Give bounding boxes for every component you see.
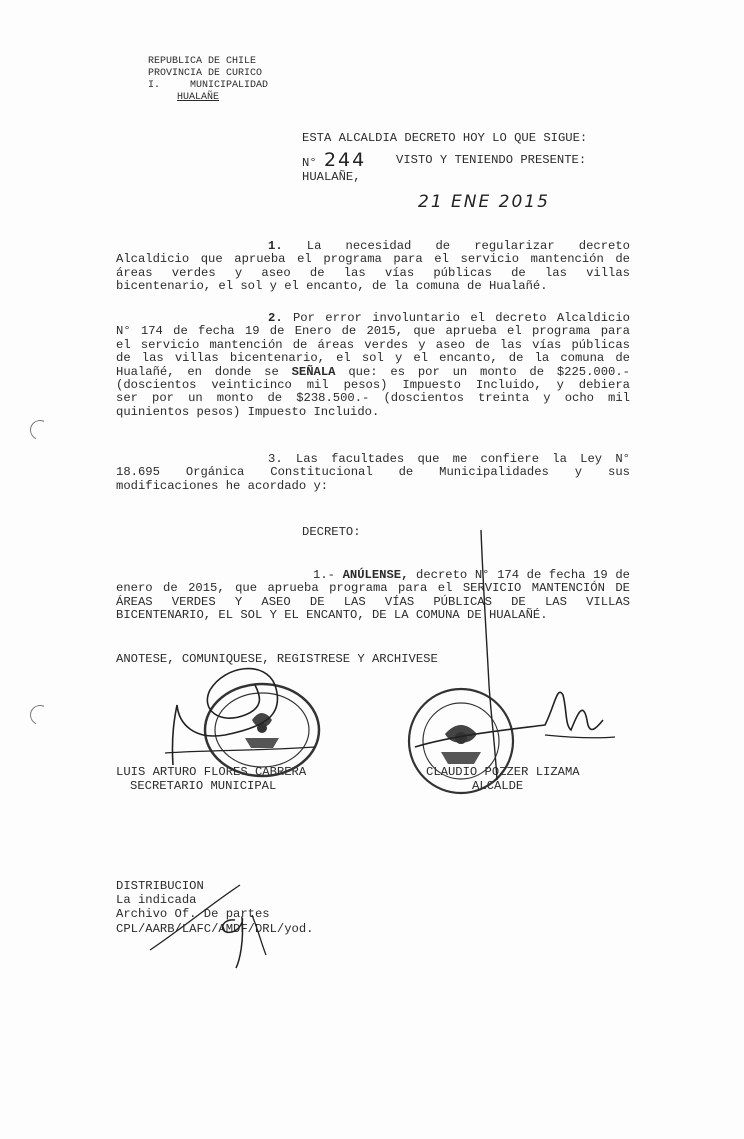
considerando-3 bbox=[116, 453, 630, 493]
decreto-line: BICENTENARIO, EL SOL Y EL ENCANTO, DE LA COMUNA DE HUALAÑÉ. bbox=[116, 608, 548, 623]
senala-keyword: SEÑALA bbox=[291, 364, 336, 379]
decree-number-line bbox=[302, 149, 367, 171]
punch-hole-bottom bbox=[27, 702, 53, 728]
visto-line: VISTO Y TENIENDO PRESENTE: bbox=[396, 153, 587, 167]
distribution-line: CPL/AARB/LAFC/AMDF/DRL/yod. bbox=[116, 921, 314, 936]
p3-line: modificaciones he acordado y: bbox=[116, 478, 329, 493]
alcaldia-line: ESTA ALCALDIA DECRETO HOY LO QUE SIGUE: bbox=[302, 131, 588, 145]
distribution-initials bbox=[140, 880, 290, 970]
secretary-role: SECRETARIO MUNICIPAL bbox=[130, 779, 277, 793]
p3-line: 3. Las facultades que me confiere la Ley N° bbox=[268, 452, 630, 466]
secretary-signature bbox=[165, 655, 325, 785]
p2-line: que: es por un monto de $225.000.- bbox=[335, 364, 630, 379]
p2-line: (doscientos veinticinco mil pesos) Impuesto Incluido, y debiera bbox=[116, 378, 630, 393]
secretary-name: LUIS ARTURO FLORES CABRERA bbox=[116, 765, 307, 779]
decreto-title: DECRETO: bbox=[302, 525, 361, 539]
p2-line: ser por un monto de $238.500.- (doscientos treinta y ocho mil bbox=[116, 391, 630, 406]
decree-number: 244 bbox=[323, 149, 367, 171]
p2-line: N° 174 de fecha 19 de Enero de 2015, que aprueba el programa para bbox=[116, 324, 630, 339]
distribution-line: Archivo Of. De partes bbox=[116, 907, 270, 922]
p1-line: La necesidad de regularizar decreto bbox=[282, 239, 630, 253]
distribution-line: La indicada bbox=[116, 893, 197, 908]
p2-line: Por error involuntario el decreto Alcaldicio bbox=[282, 311, 630, 325]
p1-line: áreas verdes y aseo de las vías públicas de las villas bbox=[116, 265, 630, 280]
p2-line: Hualañé, en donde se bbox=[116, 364, 292, 379]
p2-line: el servicio mantención de áreas verdes y aseo de las vías públicas bbox=[116, 337, 630, 352]
letterhead-line: REPUBLICA DE CHILE bbox=[148, 56, 257, 67]
p2-line: de las villas bicentenario, el sol y el encanto, de la comuna de bbox=[116, 351, 630, 366]
considerando-1 bbox=[116, 240, 630, 294]
mayor-signature bbox=[395, 525, 625, 785]
p3-line: 18.695 Orgánica Constitucional de Municipalidades y sus bbox=[116, 465, 630, 480]
date-stamp: 21 ENE 2015 bbox=[418, 192, 550, 212]
letterhead-municipality: HUALAÑE bbox=[177, 92, 220, 103]
p1-line: bicentenario, el sol y el encanto, de la comuna de Hualañé. bbox=[116, 279, 548, 294]
letterhead-line: I. MUNICIPALIDAD bbox=[148, 80, 269, 91]
letterhead-line: PROVINCIA DE CURICO bbox=[148, 68, 263, 79]
letterhead bbox=[148, 56, 268, 104]
considerando-2 bbox=[116, 312, 630, 419]
decreto-line: ÁREAS VERDES Y ASEO DE LAS VÍAS PÚBLICAS DE LAS VILLAS bbox=[116, 594, 630, 609]
decreto-line: enero de 2015, que aprueba programa para el SERVICIO MANTENCIÓN DE bbox=[116, 581, 630, 596]
closing-formula: ANOTESE, COMUNIQUESE, REGISTRESE Y ARCHIVESE bbox=[116, 652, 438, 666]
distribution-title: DISTRIBUCION bbox=[116, 879, 204, 893]
place-line: HUALAÑE, bbox=[302, 170, 361, 184]
anulense-keyword: ANÚLENSE, bbox=[342, 568, 409, 582]
decreto-item-number: 1.- bbox=[313, 568, 343, 582]
decreto-line: decreto N° 174 de fecha 19 de bbox=[408, 568, 630, 582]
mayor-role: ALCALDE bbox=[472, 779, 524, 793]
p1-line: Alcaldicio que aprueba el programa para el servicio mantención de bbox=[116, 252, 630, 267]
p2-line: quinientos pesos) Impuesto Incluido. bbox=[116, 404, 380, 419]
mayor-name: CLAUDIO POZZER LIZAMA bbox=[426, 765, 580, 779]
punch-hole-top bbox=[27, 417, 53, 443]
p1-number: 1. bbox=[268, 239, 283, 253]
p2-number: 2. bbox=[268, 311, 283, 325]
decree-number-prefix: N° bbox=[302, 156, 324, 170]
